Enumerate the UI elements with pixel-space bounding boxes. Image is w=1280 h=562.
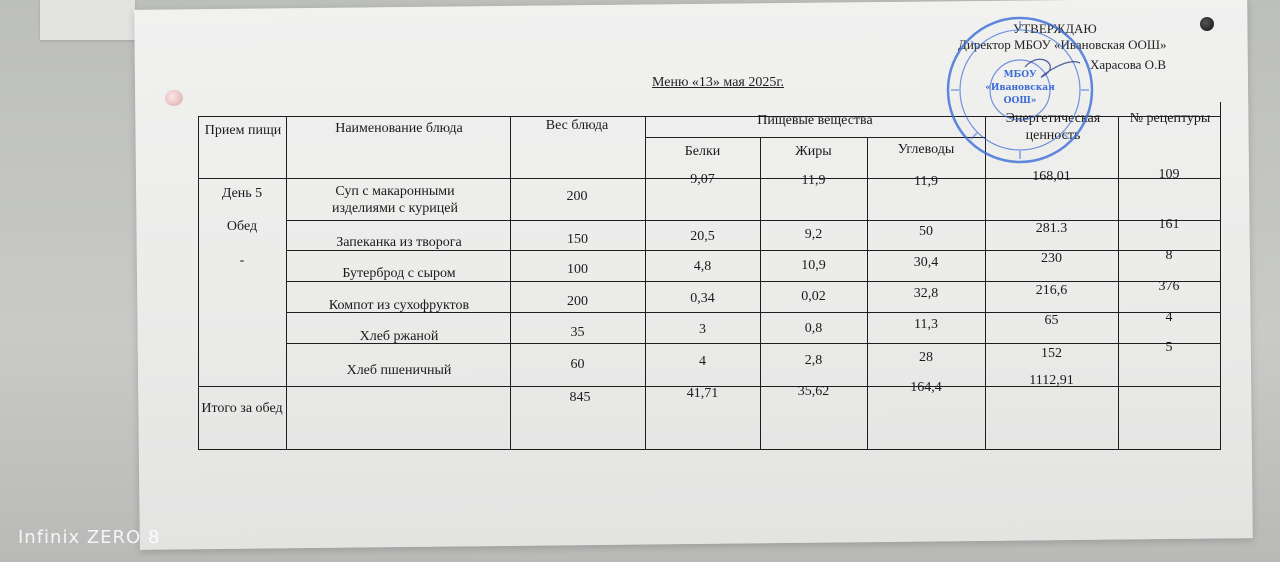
dish-carbs: 32,8 xyxy=(913,286,939,301)
dish-recipe: 4 xyxy=(1165,310,1173,325)
dish-fats: 10,9 xyxy=(801,258,826,273)
dish-name: Бутерброд с сыром xyxy=(342,266,456,281)
day-label: День 5 xyxy=(221,186,263,201)
dish-name: Суп с макаронными изделиями с курицей xyxy=(332,184,458,216)
dish-weight: 35 xyxy=(570,325,585,340)
dish-weight: 60 xyxy=(570,357,585,372)
menu-title: Меню «13» мая 2025г. xyxy=(652,75,785,90)
dish-proteins: 9,07 xyxy=(690,172,715,187)
dish-fats: 11,9 xyxy=(801,173,826,188)
total-energy: 1112,91 xyxy=(1029,373,1074,388)
dish-proteins: 0,34 xyxy=(690,291,715,306)
dish-name: Хлеб ржаной xyxy=(359,329,439,344)
stamp-line-1: МБОУ xyxy=(1003,70,1037,80)
pushpin-left-icon xyxy=(165,90,183,106)
wall-paper-note xyxy=(40,0,135,40)
dish-weight: 150 xyxy=(567,232,588,247)
dish-energy: 152 xyxy=(1041,346,1062,361)
dish-weight: 200 xyxy=(567,294,588,309)
header-dish: Наименование блюда xyxy=(335,121,463,136)
meal-dash: - xyxy=(239,253,245,268)
approval-heading: УТВЕРЖДАЮ xyxy=(1013,21,1097,36)
total-label: Итого за обед xyxy=(201,401,283,416)
dish-carbs: 11,9 xyxy=(914,174,938,189)
dish-carbs: 30,4 xyxy=(913,255,939,270)
header-energy: Энергетическая ценность xyxy=(1005,111,1101,143)
dish-carbs: 11,3 xyxy=(914,317,938,332)
dish-proteins: 3 xyxy=(699,322,706,337)
dish-recipe: 376 xyxy=(1158,279,1180,294)
dish-proteins: 4,8 xyxy=(693,259,712,274)
camera-watermark: Infinix ZERO 8 xyxy=(18,527,161,548)
total-weight: 845 xyxy=(569,390,591,405)
approval-signatory: Харасова О.В xyxy=(1090,57,1166,72)
dish-energy: 216,6 xyxy=(1035,283,1068,298)
header-proteins: Белки xyxy=(684,144,721,159)
dish-proteins: 20,5 xyxy=(690,229,715,244)
dish-fats: 0,02 xyxy=(801,289,826,304)
total-carbs: 164,4 xyxy=(910,380,942,395)
dish-energy: 281.3 xyxy=(1035,221,1068,236)
school-stamp xyxy=(945,15,1095,165)
dish-carbs: 50 xyxy=(919,224,933,239)
meal-label: Обед xyxy=(226,219,258,234)
header-weight: Вес блюда xyxy=(545,118,609,133)
header-meal: Прием пищи xyxy=(204,123,282,138)
dish-name: Хлеб пшеничный xyxy=(346,363,452,378)
approval-position: Директор МБОУ «Ивановская ООШ» xyxy=(958,37,1167,52)
dish-energy: 230 xyxy=(1041,251,1062,266)
dish-fats: 0,8 xyxy=(804,321,823,336)
header-recipe: № рецептуры xyxy=(1129,111,1211,126)
pushpin-right-icon xyxy=(1200,17,1214,31)
header-fats: Жиры xyxy=(795,144,832,159)
dish-recipe: 8 xyxy=(1165,248,1173,263)
dish-recipe: 5 xyxy=(1165,340,1173,355)
dish-name: Компот из сухофруктов xyxy=(328,298,470,313)
dish-fats: 2,8 xyxy=(804,353,823,368)
stamp-line-3: ООШ» xyxy=(1003,96,1037,106)
dish-name: Запеканка из творога xyxy=(336,235,462,250)
dish-fats: 9,2 xyxy=(804,227,823,242)
dish-energy: 168,01 xyxy=(1032,169,1071,184)
dish-recipe: 161 xyxy=(1158,217,1180,232)
dish-proteins: 4 xyxy=(699,354,706,369)
dish-recipe: 109 xyxy=(1158,167,1180,182)
stamp-line-2: «Ивановская xyxy=(985,83,1055,93)
dish-energy: 65 xyxy=(1044,313,1059,328)
dish-weight: 200 xyxy=(566,189,588,204)
dish-carbs: 28 xyxy=(919,350,933,365)
header-nutrients: Пищевые вещества xyxy=(757,113,873,128)
total-proteins: 41,71 xyxy=(686,386,719,401)
total-fats: 35,62 xyxy=(797,384,830,399)
dish-weight: 100 xyxy=(567,262,588,277)
header-carbs: Углеводы xyxy=(897,142,955,157)
